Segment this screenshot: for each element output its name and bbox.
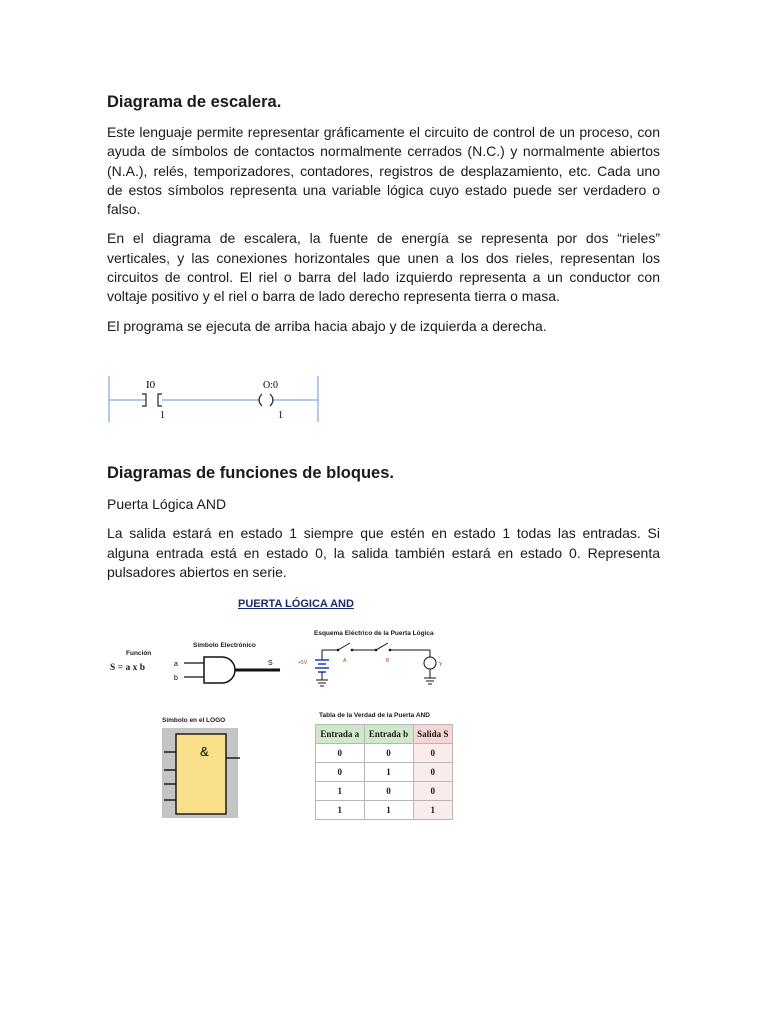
esquema-title: Esquema Eléctrico de la Puerta Lógica — [314, 630, 434, 637]
table-cell: 0 — [316, 744, 365, 763]
table-cell: 0 — [316, 763, 365, 782]
table-cell: 1 — [316, 782, 365, 801]
switch-a-label: A — [343, 658, 347, 664]
table-cell: 1 — [413, 801, 452, 820]
logo-and-block — [154, 728, 250, 820]
section-heading-ladder: Diagrama de escalera. — [107, 93, 282, 111]
and-gate-symbol — [172, 652, 282, 692]
table-row — [316, 801, 453, 820]
figure-title: PUERTA LÓGICA AND — [238, 598, 354, 610]
table-row — [316, 763, 453, 782]
paragraph-ladder-execution: El programa se ejecuta de arriba hacia abajo y de izquierda a derecha. — [107, 317, 547, 334]
section-fbd — [107, 463, 660, 582]
paragraph-ladder-intro: Este lenguaje permite representar gráficamente el circuito de control de un proceso, con ayuda de símbolos de contactos normalmente cerrados (N.C.) y normalmente abiertos (N.A.), relés, temporizadores, contadores, registros de desplazamiento, etc. Cada uno de estos símbolos representa una variable lógica cuyo estado puede ser verdadero o falso. — [107, 124, 660, 218]
contact-sub-label: 1 — [160, 410, 165, 421]
paragraph-ladder-rails: En el diagrama de escalera, la fuente de energía se representa por dos “rieles” verticales, y las conexiones horizontales que unen a los dos rieles, representan los circuitos de control. El riel o barra del lado izquierdo representa a un conductor con voltaje positivo y el riel o barra de lado derecho representa tierra o masa. — [107, 230, 660, 305]
truth-table-header: Entrada a — [316, 725, 365, 744]
function-formula: S = a x b — [110, 663, 145, 673]
switch-b-label: B — [386, 658, 390, 664]
table-cell: 0 — [413, 744, 452, 763]
document-body — [107, 92, 660, 336]
funcion-label: Función — [126, 650, 152, 657]
and-gate-figure — [110, 592, 470, 827]
paragraph-and-gate: La salida estará en estado 1 siempre que estén en estado 1 todas las entradas. Si alguna entrada está en estado 0, la salida también estará en estado 0. Representa pulsadores abiertos en serie. — [107, 525, 660, 580]
output-s-label: S — [268, 660, 273, 667]
logo-and-symbol: & — [200, 744, 209, 759]
coil-label: O:0 — [263, 380, 278, 391]
contact-label: I0 — [146, 379, 156, 391]
input-a-label: a — [174, 661, 178, 668]
coil-sub-label: 1 — [278, 410, 283, 421]
table-cell: 0 — [413, 782, 452, 801]
output-coil — [259, 394, 273, 406]
truth-table-header: Entrada b — [364, 725, 413, 744]
truth-table-header: Salida S — [413, 725, 452, 744]
ladder-diagram — [100, 372, 330, 426]
truth-table — [315, 724, 453, 820]
table-cell: 1 — [316, 801, 365, 820]
truth-table-title: Tabla de la Verdad de la Puerta AND — [319, 712, 430, 719]
table-row — [316, 782, 453, 801]
simbolo-electronico-label: Símbolo Electrónico — [193, 642, 256, 649]
table-cell: 0 — [413, 763, 452, 782]
table-cell: 0 — [364, 782, 413, 801]
electrical-schematic — [298, 640, 448, 692]
voltage-label: +5V — [298, 660, 308, 666]
table-row — [316, 744, 453, 763]
table-cell: 0 — [364, 744, 413, 763]
logo-title: Símbolo en el LOGO — [162, 717, 226, 724]
table-cell: 1 — [364, 763, 413, 782]
input-b-label: b — [174, 675, 178, 682]
lamp-y-label: Y — [439, 662, 443, 668]
table-cell: 1 — [364, 801, 413, 820]
subtitle-and-gate: Puerta Lógica AND — [107, 496, 227, 512]
section-heading-fbd: Diagramas de funciones de bloques. — [107, 464, 394, 482]
lamp-icon — [424, 657, 436, 669]
